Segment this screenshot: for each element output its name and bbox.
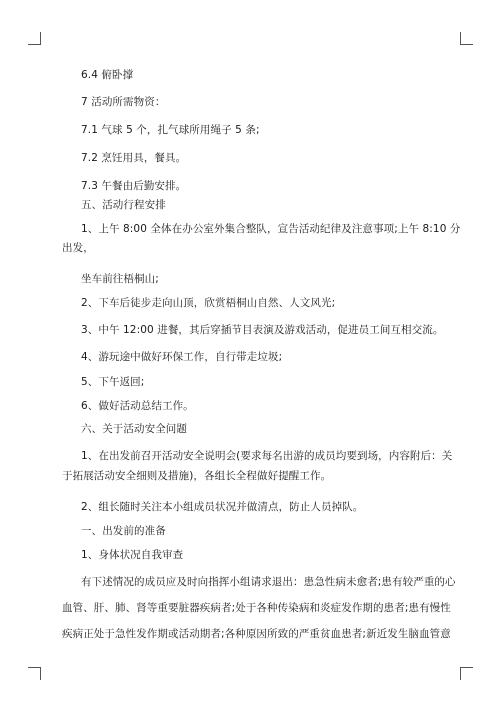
crop-mark-top-left [28, 32, 41, 45]
text-line: 7.2 烹饪用具，餐具。 [81, 152, 187, 164]
text-line: 有下述情况的成员应及时向指挥小组请求退出：患急性病未愈者;患有较严重的心 [81, 576, 456, 588]
section-heading: 一、出发前的准备 [81, 525, 166, 537]
text-line: 6.4 俯卧撑 [81, 69, 134, 81]
text-line: 血管、肝、肺、肾等重要脏器疾病者;处于各种传染病和炎症发作期的患者;患有慢性 [62, 602, 451, 614]
text-line: 出发， [62, 242, 94, 254]
crop-mark-bottom-right [460, 667, 473, 680]
text-line: 1、在出发前召开活动安全说明会(要求每名出游的成员均要到场，内容附后：关 [81, 450, 453, 462]
text-line: 5、下午返回; [81, 376, 145, 388]
text-line: 7.3 午餐由后勤安排。 [81, 180, 187, 192]
crop-mark-bottom-left [28, 667, 41, 680]
text-line: 3、中午 12:00 进餐，其后穿插节目表演及游戏活动，促进员工间互相交流。 [81, 324, 444, 336]
section-heading: 六、关于活动安全问题 [81, 423, 187, 435]
text-line: 1、身体状况自我审查 [81, 549, 184, 561]
text-line: 6、做好活动总结工作。 [81, 400, 194, 412]
text-line: 2、组长随时关注本小组成员状况并做清点，防止人员掉队。 [81, 501, 364, 513]
text-line: 1、上午 8:00 全体在办公室外集合整队，宣告活动纪律及注意事项;上午 8:10 分 [81, 223, 461, 235]
text-line: 于拓展活动安全细则及措施)，各组长全程做好提醒工作。 [62, 470, 332, 482]
text-line: 7.1 气球 5 个，扎气球所用绳子 5 条; [81, 124, 260, 136]
text-line: 4、游玩途中做好环保工作，自行带走垃圾; [81, 351, 283, 363]
text-line: 2、下车后徒步走向山顶，欣赏梧桐山自然、人文风光; [81, 297, 336, 309]
text-line: 疾病正处于急性发作期或活动期者;各种原因所致的严重贫血患者;新近发生脑血管意 [62, 628, 451, 640]
text-line: 7 活动所需物资： [81, 96, 166, 108]
section-heading: 五、活动行程安排 [81, 199, 166, 211]
crop-mark-top-right [460, 32, 473, 45]
text-line: 坐车前往梧桐山; [81, 273, 159, 285]
